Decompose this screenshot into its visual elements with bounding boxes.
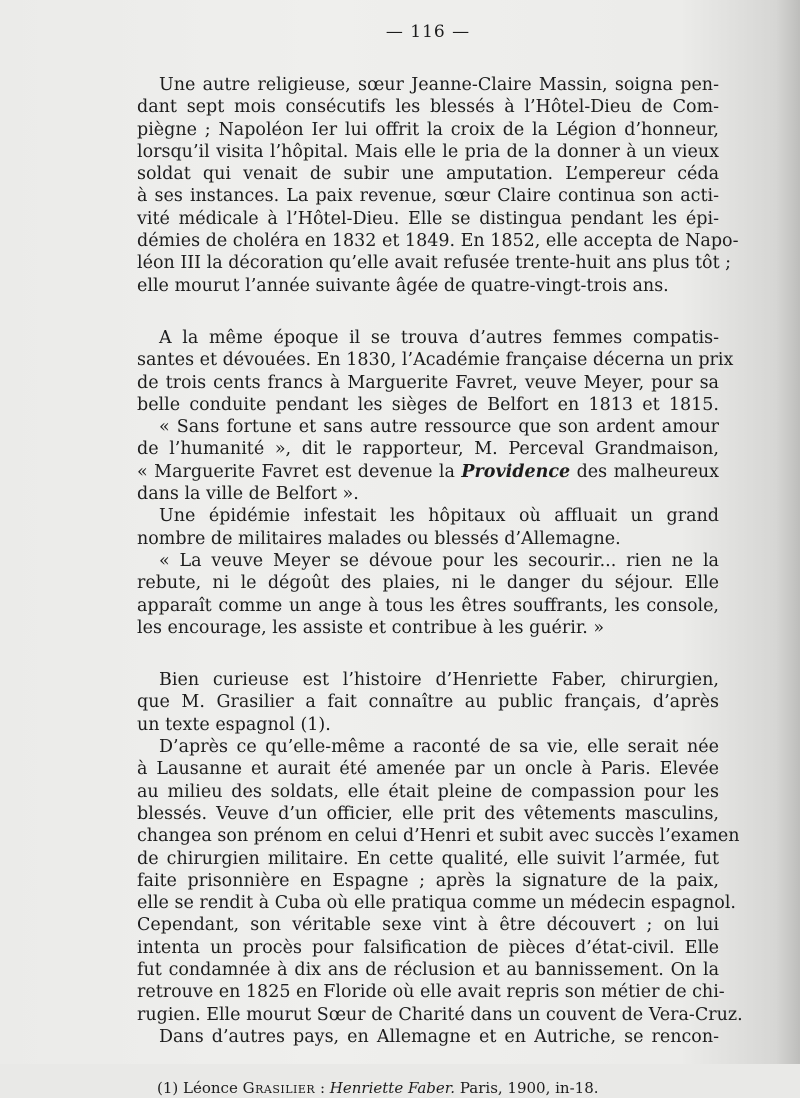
text-line: de chirurgien militaire. En cette qualité, elle suivit l’armée, fut — [137, 848, 719, 869]
footnote-separator: : — [319, 1079, 326, 1098]
text-line: Une épidémie infestait les hôpitaux où affluait un grand — [159, 506, 719, 527]
text-line: léon III la décoration qu’elle avait refusée trente-huit ans plus tôt ; — [137, 253, 732, 274]
text-line: à Lausanne et aurait été amenée par un oncle à Paris. Elevée — [137, 759, 719, 780]
text-fragment: « Marguerite Favret est devenue la — [137, 461, 455, 482]
text-line: soldat qui venait de subir une amputation. L’empereur céda — [137, 164, 719, 185]
text-line: vité médicale à l’Hôtel-Dieu. Elle se distingua pendant les épi- — [137, 208, 719, 229]
text-line: démies de choléra en 1832 et 1849. En 1852, elle accepta de Napo- — [137, 231, 739, 252]
text-line: Cependant, son véritable sexe vint à être découvert ; on lui — [137, 915, 719, 936]
text-line: « Sans fortune et sans autre ressource que son ardent amour — [159, 417, 719, 438]
text-line-with-italic — [137, 461, 719, 483]
text-line: santes et dévouées. En 1830, l’Académie française décerna un prix — [137, 350, 734, 371]
text-line: faite prisonnière en Espagne ; après la signature de la paix, — [137, 870, 719, 891]
paragraph-1 — [137, 74, 739, 297]
text-line: dant sept mois consécutifs les blessés à l’Hôtel-Dieu de Com- — [137, 97, 719, 118]
footnote-author: Grasilier — [242, 1079, 316, 1098]
text-line: elle mourut l’année suivante âgée de quatre-vingt-trois ans. — [137, 275, 669, 296]
text-line: les encourage, les assiste et contribue à les guérir. » — [137, 617, 605, 638]
text-fragment: des malheureux — [576, 461, 719, 482]
text-line: rebute, ni le dégoût des plaies, ni le danger du séjour. Elle — [137, 573, 719, 594]
footnote — [137, 1078, 719, 1098]
paragraph-2 — [137, 327, 734, 639]
footnote-marker: (1) Léonce — [157, 1079, 238, 1098]
text-line: A la même époque il se trouva d’autres femmes compatis- — [159, 327, 719, 348]
text-line: que M. Grasilier a fait connaître au public français, d’après — [137, 692, 719, 713]
text-line: belle conduite pendant les sièges de Belfort en 1813 et 1815. — [137, 394, 719, 415]
italic-word: Providence — [461, 461, 571, 482]
text-line: apparaît comme un ange à tous les êtres souffrants, les console, — [137, 595, 719, 616]
text-line: « La veuve Meyer se dévoue pour les secourir... rien ne la — [159, 550, 719, 571]
page-number: — 116 — — [385, 22, 471, 42]
text-line: elle se rendit à Cuba où elle pratiqua comme un médecin espagnol. — [137, 893, 736, 914]
text-line: rugien. Elle mourut Sœur de Charité dans un couvent de Vera-Cruz. — [137, 1004, 743, 1025]
text-line: fut condamnée à dix ans de réclusion et au bannissement. On la — [137, 959, 719, 980]
page-content — [137, 20, 743, 1098]
text-line: de trois cents francs à Marguerite Favret, veuve Meyer, pour sa — [137, 372, 719, 393]
text-line: dans la ville de Belfort ». — [137, 484, 359, 505]
text-line: D’après ce qu’elle-même a raconté de sa vie, elle serait née — [159, 737, 719, 758]
text-line: blessés. Veuve d’un officier, elle prit des vêtements masculins, — [137, 803, 719, 824]
paragraph-3 — [137, 669, 743, 1048]
text-line: lorsqu’il visita l’hôpital. Mais elle le pria de la donner à un vieux — [137, 141, 719, 162]
text-line: Dans d’autres pays, en Allemagne et en Autriche, se rencon- — [159, 1026, 719, 1047]
footnote-rest: Paris, 1900, in-18. — [459, 1079, 599, 1098]
text-line: Une autre religieuse, sœur Jeanne-Claire Massin, soigna pen- — [159, 75, 719, 95]
footnote-title: Henriette Faber. — [329, 1079, 456, 1098]
text-line: piègne ; Napoléon Ier lui offrit la croix de la Légion d’honneur, — [137, 119, 719, 140]
text-line: au milieu des soldats, elle était pleine de compassion pour les — [137, 781, 719, 802]
text-line: Bien curieuse est l’histoire d’Henriette Faber, chirurgien, — [159, 670, 719, 691]
text-line: changea son prénom en celui d’Henri et subit avec succès l’examen — [137, 826, 740, 847]
text-line: nombre de militaires malades ou blessés d’Allemagne. — [137, 528, 621, 549]
text-line: un texte espagnol (1). — [137, 714, 331, 735]
text-line: de l’humanité », dit le rapporteur, M. Perceval Grandmaison, — [137, 439, 719, 460]
text-line: intenta un procès pour falsification de pièces d’état-civil. Elle — [137, 937, 719, 958]
text-line: à ses instances. La paix revenue, sœur Claire continua son acti- — [137, 186, 719, 207]
text-line: retrouve en 1825 en Floride où elle avait repris son métier de chi- — [137, 982, 725, 1003]
